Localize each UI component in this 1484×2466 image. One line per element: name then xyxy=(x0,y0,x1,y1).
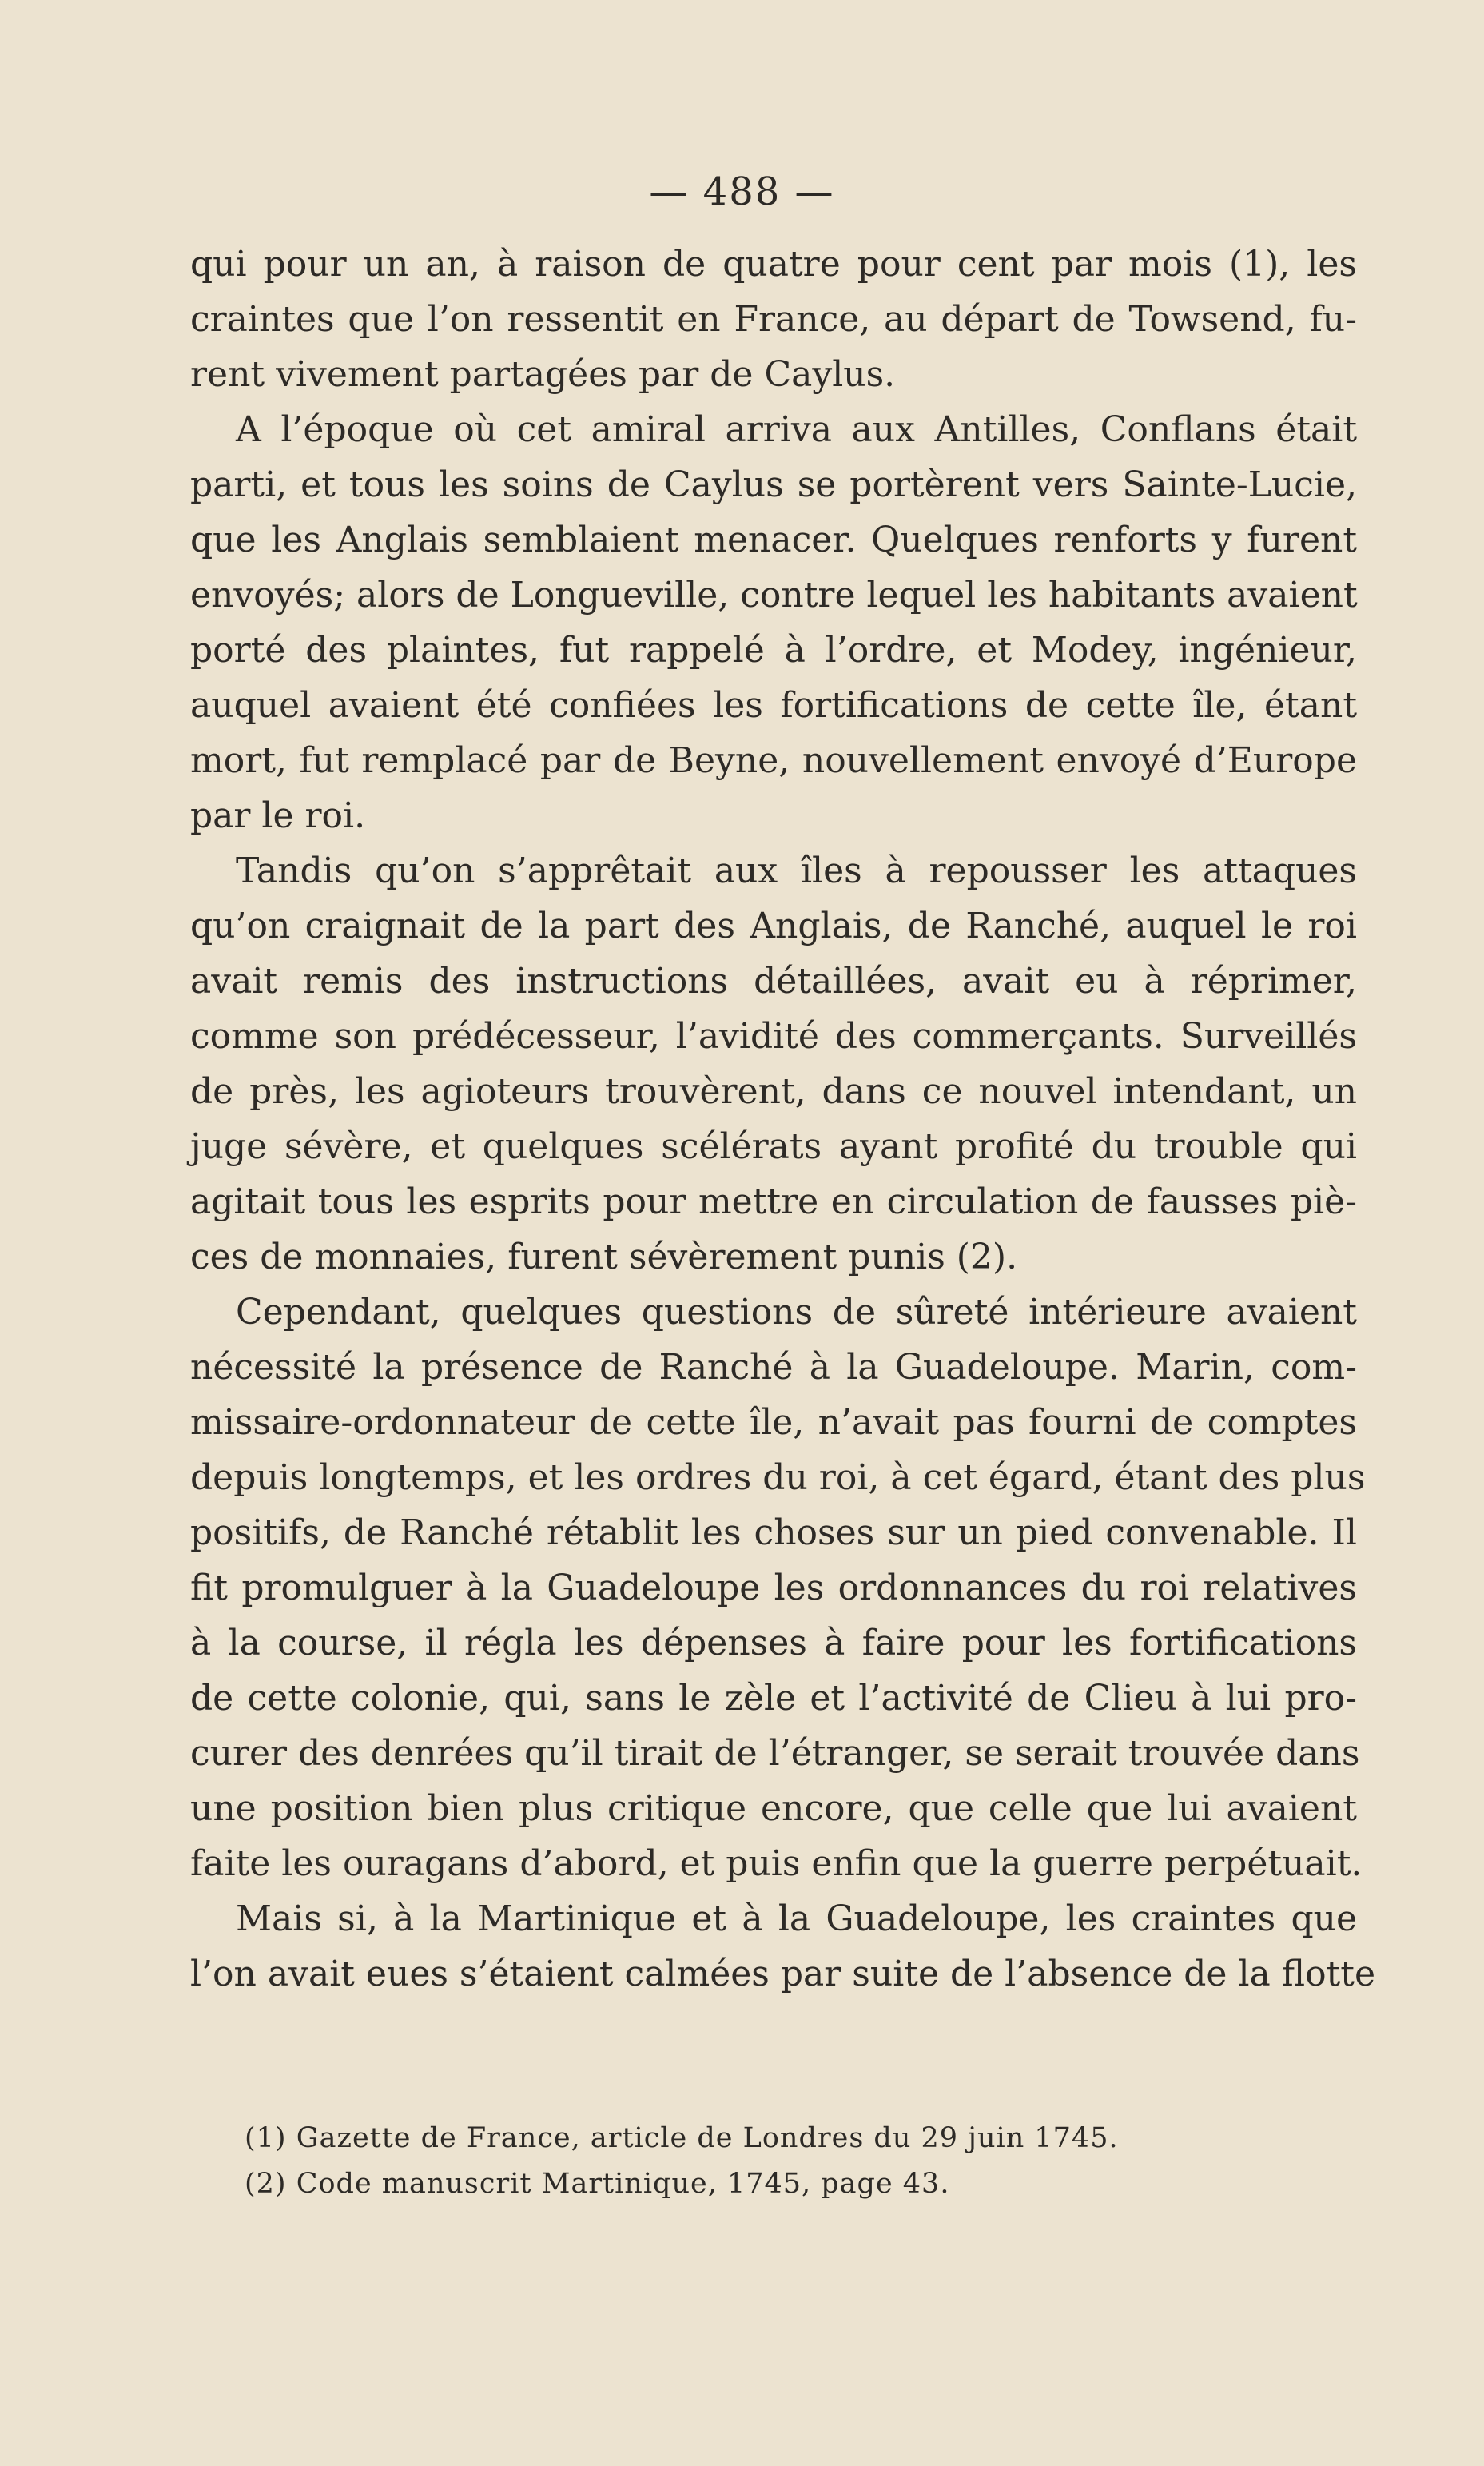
text-line: comme son prédécesseur, l’avidité des commerçants. Surveillés xyxy=(190,1016,1357,1057)
body-text xyxy=(190,237,1375,2002)
text-line: mort, fut remplacé par de Beyne, nouvellement envoyé d’Europe xyxy=(190,740,1357,781)
text-line: que les Anglais semblaient menacer. Quelques renforts y furent xyxy=(190,520,1357,560)
text-line: à la course, il régla les dépenses à faire pour les fortifications xyxy=(190,1623,1357,1663)
footnotes xyxy=(245,2116,1283,2207)
text-line: porté des plaintes, fut rappelé à l’ordre, et Modey, ingénieur, xyxy=(190,630,1357,671)
text-line: Mais si, à la Martinique et à la Guadeloupe, les craintes que xyxy=(236,1898,1357,1939)
text-line: craintes que l’on ressentit en France, au départ de Towsend, fu- xyxy=(190,299,1357,340)
text-line: nécessité la présence de Ranché à la Guadeloupe. Marin, com- xyxy=(190,1347,1357,1388)
text-line: qu’on craignait de la part des Anglais, de Ranché, auquel le roi xyxy=(190,906,1357,946)
text-line: juge sévère, et quelques scélérats ayant profité du trouble qui xyxy=(190,1126,1357,1167)
text-line: envoyés; alors de Longueville, contre lequel les habitants avaient xyxy=(190,575,1358,616)
text-line: missaire-ordonnateur de cette île, n’avait pas fourni de comptes xyxy=(190,1402,1357,1443)
text-line: parti, et tous les soins de Caylus se portèrent vers Sainte-Lucie, xyxy=(190,464,1357,505)
text-line: A l’époque où cet amiral arriva aux Antilles, Conflans était xyxy=(236,409,1357,450)
text-line: l’on avait eues s’étaient calmées par suite de l’absence de la flotte xyxy=(190,1954,1375,1994)
footnote: (1) Gazette de France, article de Londres du 29 juin 1745. xyxy=(245,2122,1119,2154)
text-line: positifs, de Ranché rétablit les choses sur un pied convenable. Il xyxy=(190,1512,1357,1553)
text-line: qui pour un an, à raison de quatre pour cent par mois (1), les xyxy=(190,244,1357,285)
text-line: faite les ouragans d’abord, et puis enfin que la guerre perpétuait. xyxy=(190,1843,1363,1884)
text-line: Tandis qu’on s’apprêtait aux îles à repousser les attaques xyxy=(236,851,1357,891)
text-line: auquel avaient été confiées les fortifications de cette île, étant xyxy=(190,685,1357,726)
text-line: avait remis des instructions détaillées, avait eu à réprimer, xyxy=(190,961,1357,1002)
text-line: curer des denrées qu’il tirait de l’étranger, se serait trouvée dans xyxy=(190,1733,1360,1774)
text-line: de cette colonie, qui, sans le zèle et l’activité de Clieu à lui pro- xyxy=(190,1678,1357,1719)
text-line: agitait tous les esprits pour mettre en circulation de fausses piè- xyxy=(190,1181,1357,1222)
text-line: de près, les agioteurs trouvèrent, dans ce nouvel intendant, un xyxy=(190,1071,1357,1112)
text-line: ces de monnaies, furent sévèrement punis (2). xyxy=(190,1237,1018,1277)
text-line: une position bien plus critique encore, que celle que lui avaient xyxy=(190,1788,1357,1829)
text-line: Cependant, quelques questions de sûreté intérieure avaient xyxy=(236,1292,1357,1333)
text-line: fit promulguer à la Guadeloupe les ordonnances du roi relatives xyxy=(190,1568,1357,1608)
footnote: (2) Code manuscrit Martinique, 1745, page 43. xyxy=(245,2168,950,2200)
page-number: — 488 — xyxy=(649,169,835,214)
text-line: rent vivement partagées par de Caylus. xyxy=(190,354,896,395)
text-line: depuis longtemps, et les ordres du roi, à cet égard, étant des plus xyxy=(190,1457,1366,1498)
text-line: par le roi. xyxy=(190,795,366,836)
